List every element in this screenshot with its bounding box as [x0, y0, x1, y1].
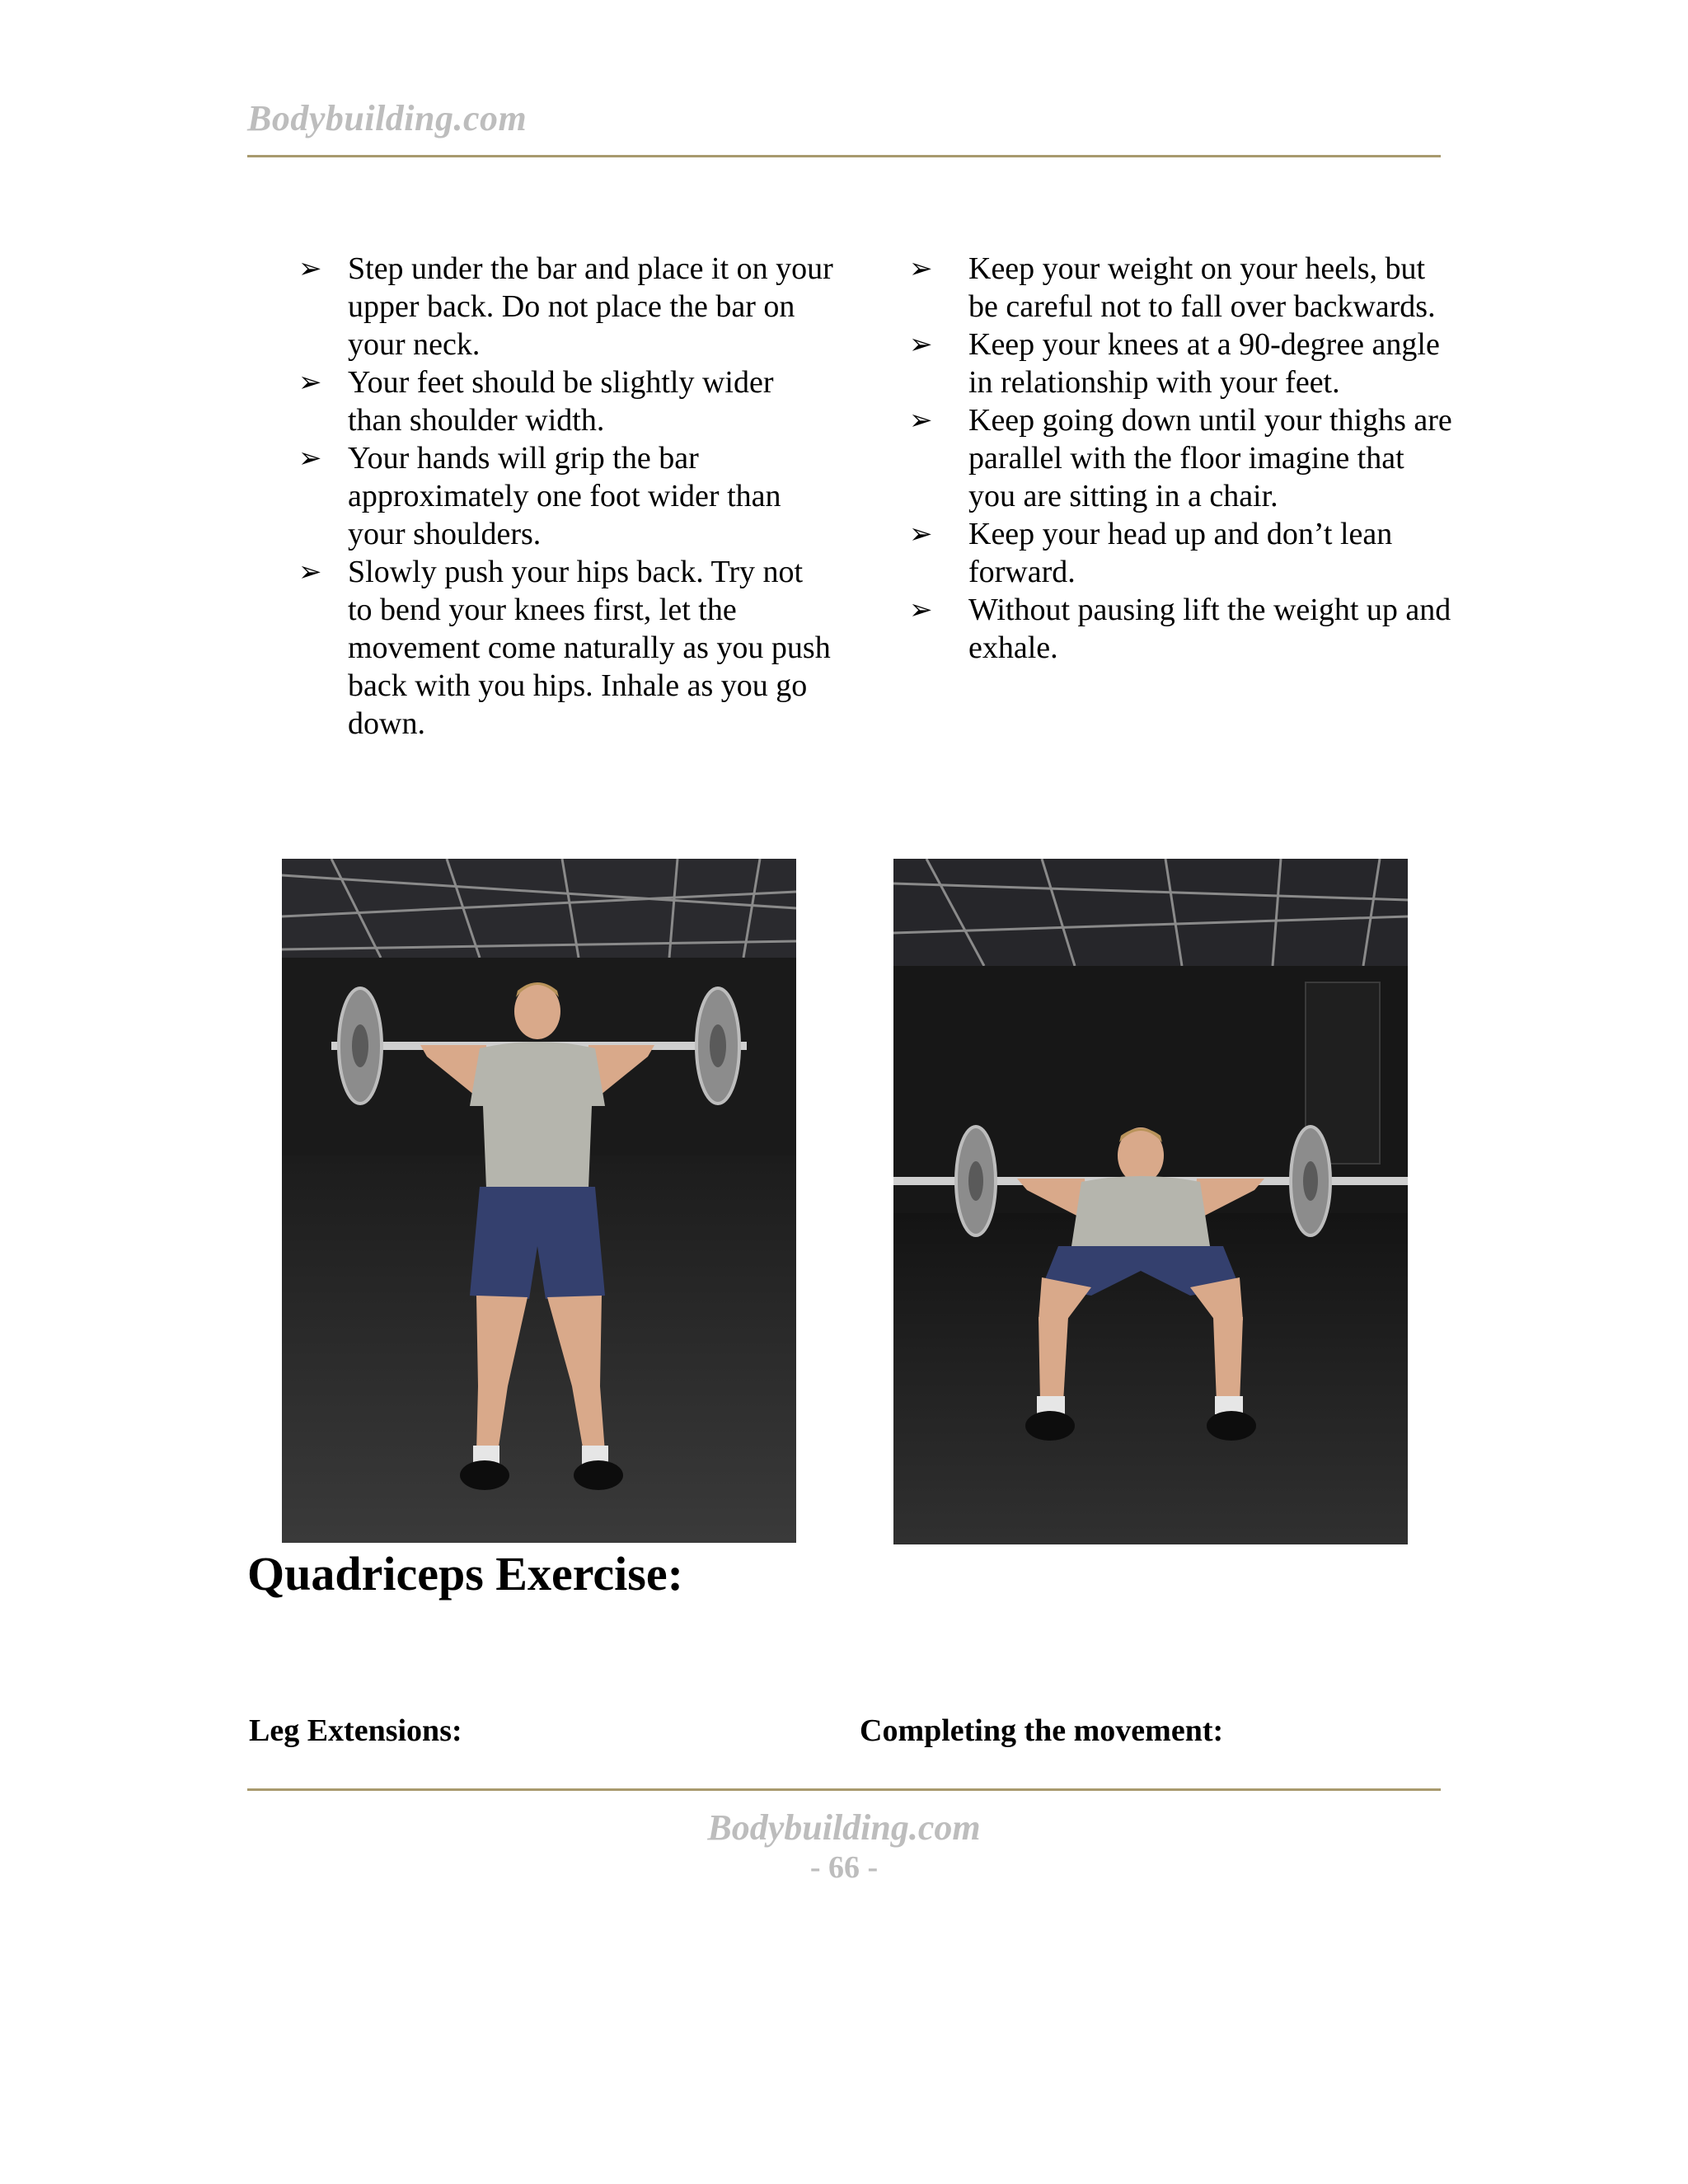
list-item: ➢ Step under the bar and place it on your upper back. Do not place the bar on your neck.	[298, 251, 833, 362]
section-title: Quadriceps Exercise:	[247, 1547, 683, 1601]
arrowhead-bullet-icon: ➢	[298, 366, 322, 399]
instructions-right-list	[909, 250, 1453, 667]
squat-start-photo	[282, 859, 796, 1543]
arrowhead-bullet-icon: ➢	[909, 404, 933, 437]
list-item: ➢ Your feet should be slightly wider than shoulder width.	[298, 365, 774, 438]
list-item: ➢ Keep your weight on your heels, but be careful not to fall over backwards.	[909, 251, 1436, 324]
footer-rule	[247, 1788, 1441, 1791]
instructions-left-list	[298, 250, 834, 743]
arrowhead-bullet-icon: ➢	[909, 328, 933, 361]
squat-bottom-illustration	[893, 859, 1408, 1544]
list-item: ➢ Slowly push your hips back. Try not to bend your knees first, let the movement come naturally as you push back with you hips. Inhale as you go down.	[298, 555, 831, 741]
arrowhead-bullet-icon: ➢	[909, 252, 933, 285]
list-item: ➢ Without pausing lift the weight up and exhale.	[909, 593, 1451, 665]
list-item: ➢ Keep your head up and don’t lean forward.	[909, 517, 1393, 589]
squat-bottom-photo	[893, 859, 1408, 1544]
arrowhead-bullet-icon: ➢	[909, 593, 933, 626]
subheading-completing-movement: Completing the movement:	[860, 1713, 1224, 1748]
arrowhead-bullet-icon: ➢	[298, 442, 322, 475]
list-item: ➢ Keep going down until your thighs are parallel with the floor imagine that you are sitting in a chair.	[909, 403, 1452, 513]
page-number: - 66 -	[809, 1850, 879, 1885]
arrowhead-bullet-icon: ➢	[298, 252, 322, 285]
arrowhead-bullet-icon: ➢	[909, 518, 933, 551]
footer-site-name: Bodybuilding.com	[707, 1807, 981, 1848]
header-site-name: Bodybuilding.com	[247, 98, 528, 138]
arrowhead-bullet-icon: ➢	[298, 555, 322, 588]
header-rule	[247, 155, 1441, 157]
list-item: ➢ Your hands will grip the bar approximately one foot wider than your shoulders.	[298, 441, 781, 551]
list-item: ➢ Keep your knees at a 90-degree angle in relationship with your feet.	[909, 327, 1440, 400]
subheading-leg-extensions: Leg Extensions:	[249, 1713, 462, 1748]
squat-start-illustration	[282, 859, 796, 1543]
